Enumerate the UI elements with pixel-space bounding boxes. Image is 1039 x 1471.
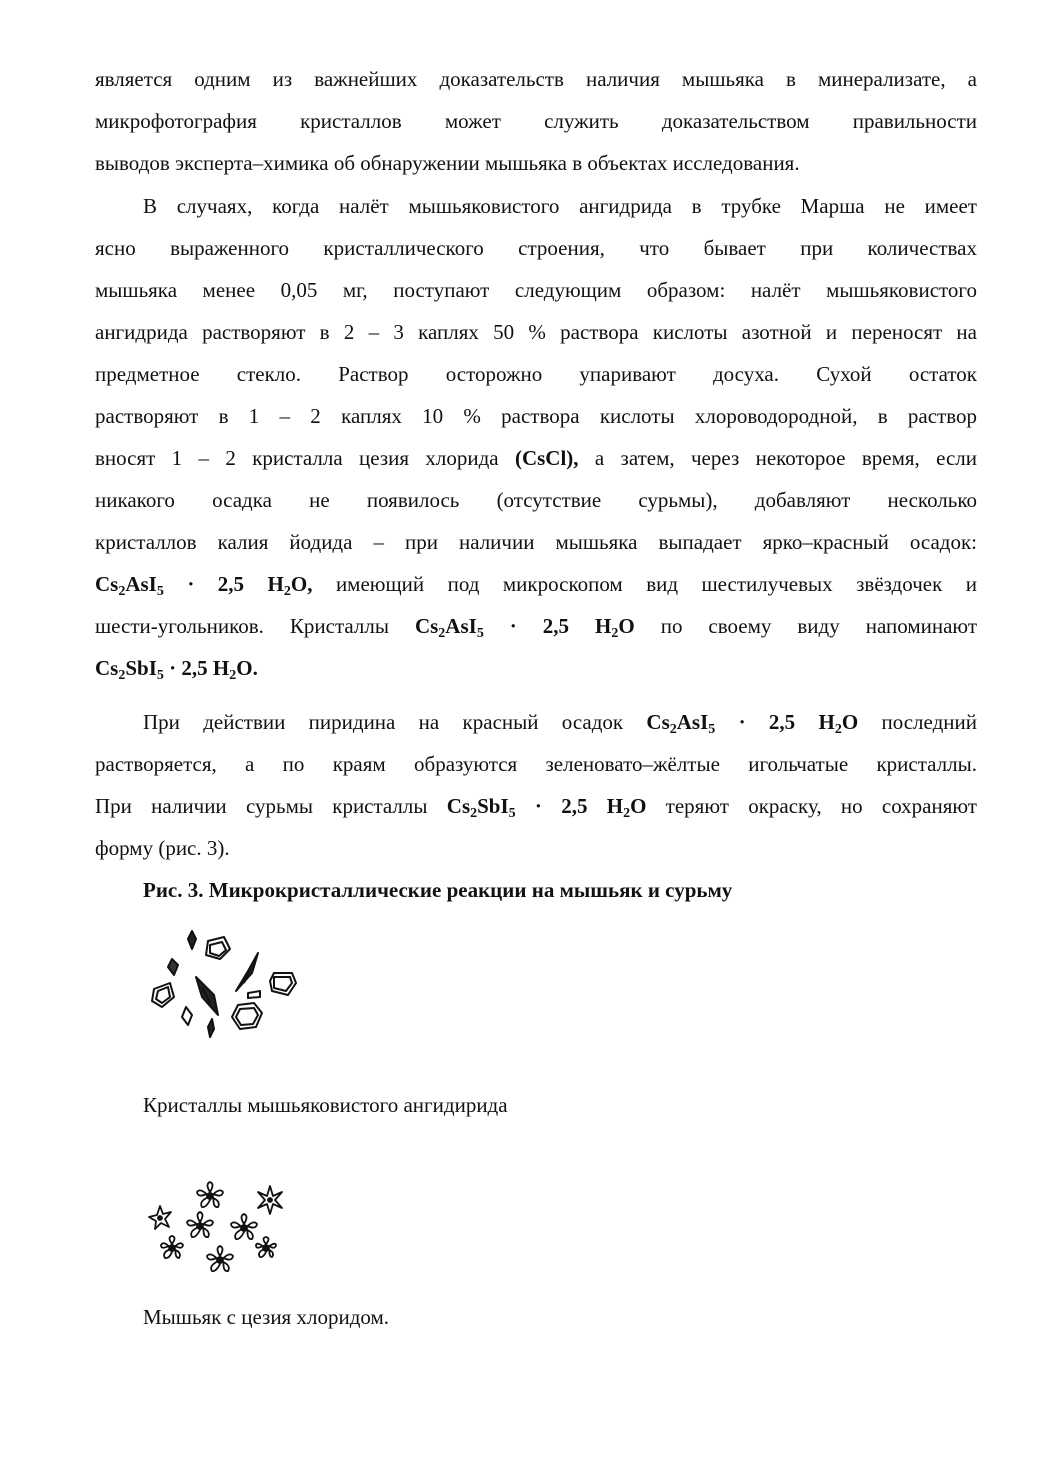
- figure-caption-1: Кристаллы мышьяковистого ангидирида: [143, 1093, 508, 1117]
- text-run: последний: [858, 710, 977, 734]
- text-run: а затем, через некоторое время, если: [578, 446, 977, 470]
- formula-cs2asi5: $Cs_2AsI_5 \cdot 2,5$ $H_2O$: [414, 614, 635, 641]
- text-line: ясно выраженного кристаллического строения, что бывает при количествах: [95, 236, 977, 260]
- text-line: [95, 437, 977, 479]
- text-line: [95, 701, 977, 743]
- text-line: растворяется, а по краям образуются зеленовато–жёлтые игольчатые кристаллы.: [95, 752, 977, 776]
- text-line: [95, 605, 977, 647]
- text-run: При наличии сурьмы кристаллы: [95, 794, 447, 818]
- text-line: [95, 563, 977, 605]
- formula-cs2sbi5: $Cs_2SbI_5 \cdot 2,5$ $H_2O$.: [95, 656, 258, 683]
- paragraph-3: [95, 701, 977, 869]
- text-line: кристаллов калия йодида – при наличии мышьяка выпадает ярко–красный осадок:: [95, 530, 977, 554]
- text-run: имеющий под микроскопом вид шестилучевых звёздочек и: [312, 572, 977, 596]
- text-line: форму (рис. 3).: [95, 836, 230, 860]
- text-line: предметное стекло. Раствор осторожно упаривают досуха. Сухой остаток: [95, 362, 977, 386]
- text-run: вносят 1 – 2 кристалла цезия хлорида: [95, 446, 515, 470]
- text-run: теряют окраску, но сохраняют: [646, 794, 977, 818]
- text-line: никакого осадка не появилось (отсутствие сурьмы), добавляют несколько: [95, 488, 977, 512]
- text-run: шести-угольников. Кристаллы: [95, 614, 415, 638]
- formula-cscl: (CsCl),: [514, 446, 579, 470]
- formula-cs2asi5: $Cs_2AsI_5 \cdot 2,5$ $H_2O$: [646, 710, 859, 737]
- text-line: мышьяка менее 0,05 мг, поступают следующим образом: налёт мышьяковистого: [95, 278, 977, 302]
- text-run: При действии пиридина на красный осадок: [143, 710, 647, 734]
- arsenic-cesium-chloride-crystals-image: [142, 1178, 302, 1283]
- text-line: является одним из важнейших доказательств наличия мышьяка в минерализате, а: [95, 67, 977, 91]
- figure-title: Рис. 3. Микрокристаллические реакции на мышьяк и сурьму: [143, 878, 733, 902]
- text-line: растворяют в 1 – 2 каплях 10 % раствора кислоты хлороводородной, в раствор: [95, 404, 977, 428]
- text-line: выводов эксперта–химика об обнаружении мышьяка в объектах исследования.: [95, 151, 800, 175]
- text-line: [95, 647, 977, 689]
- figure-caption-2: Мышьяк с цезия хлоридом.: [143, 1305, 390, 1329]
- text-line: микрофотография кристаллов может служить доказательством правильности: [95, 109, 977, 133]
- text-line: ангидрида растворяют в 2 – 3 каплях 50 % раствора кислоты азотной и переносят на: [95, 320, 977, 344]
- paragraph-1: [95, 58, 977, 184]
- text-line: В случаях, когда налёт мышьяковистого ангидрида в трубке Марша не имеет: [143, 194, 977, 218]
- formula-cs2asi5: $Cs_2AsI_5 \cdot 2,5$ $H_2O$,: [95, 572, 313, 599]
- text-run: по своему виду напоминают: [634, 614, 978, 638]
- arsenic-anhydride-crystals-image: [140, 925, 310, 1045]
- text-line: [95, 785, 977, 827]
- formula-cs2sbi5: $Cs_2SbI_5 \cdot 2,5$ $H_2O$: [446, 794, 647, 821]
- paragraph-2: [95, 185, 977, 689]
